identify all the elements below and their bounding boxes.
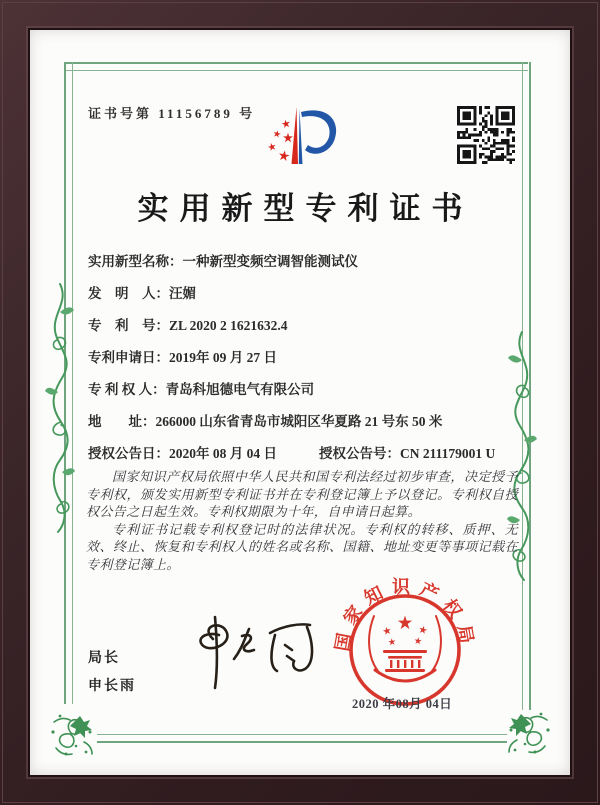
legal-paragraph-2: 专利证书记载专利权登记时的法律状况。专利权的转移、质押、无效、终止、恢复和专利权人的姓名或名称、国籍、地址变更等事项记载在专利登记簿上。	[86, 521, 518, 572]
qr-code-icon	[457, 106, 515, 164]
cnipa-logo-icon	[248, 96, 358, 181]
handwritten-signature-icon	[182, 612, 327, 704]
field-patent-number	[88, 316, 518, 336]
grant-no-value: CN 211179001 U	[400, 446, 496, 461]
field-label: 实用新型名称：	[88, 254, 183, 269]
field-list	[88, 252, 518, 476]
field-grant-row	[88, 444, 518, 464]
vine-ornament-left-icon	[44, 282, 76, 534]
svg-text:国家知识产权局	[332, 576, 478, 653]
field-value: 2019年 09 月 27 日	[169, 350, 277, 365]
seal-date: 2020 年08月 04日	[352, 697, 453, 711]
field-value: 266000 山东省青岛市城阳区华夏路 21 号东 50 米	[155, 414, 443, 429]
officer-title: 局长	[88, 649, 120, 665]
grant-date-value: 2020年 08 月 04 日	[169, 446, 277, 461]
field-inventor	[88, 284, 518, 304]
legal-text	[86, 468, 518, 574]
field-value: 一种新型变频空调智能测试仪	[182, 254, 358, 269]
field-value: 青岛科旭德电气有限公司	[165, 382, 315, 397]
officer-name: 申长雨	[88, 677, 136, 693]
spacer	[277, 444, 319, 464]
field-label: 专 利 权 人：	[88, 382, 166, 397]
field-value: 汪媚	[169, 286, 196, 301]
seal-org-text: 国家知识产权局	[331, 577, 479, 653]
grant-no-label: 授权公告号：	[319, 446, 400, 461]
field-label: 发 明 人：	[88, 286, 169, 301]
certificate-number: 证书号第 11156789 号	[88, 106, 256, 121]
grant-date-label: 授权公告日：	[88, 446, 169, 461]
field-utility-model-name	[88, 252, 518, 272]
legal-paragraph-1: 国家知识产权局依照中华人民共和国专利法经过初步审查，决定授予专利权，颁发实用新型专利证书并在专利登记簿上予以登记。专利权自授权公告之日起生效。专利权期限为十年，自申请日起算。	[86, 469, 518, 520]
field-label: 专利申请日：	[88, 350, 169, 365]
national-emblem-icon	[382, 616, 428, 673]
corner-flourish-left-icon	[46, 708, 96, 758]
field-value: ZL 2020 2 1621632.4	[169, 318, 288, 333]
officer-block	[88, 643, 136, 699]
field-patentee	[88, 380, 518, 400]
field-address	[88, 412, 518, 432]
field-label: 专 利 号：	[88, 318, 169, 333]
field-label: 地 址：	[88, 414, 156, 429]
certificate-title: 实用新型专利证书	[137, 191, 474, 226]
corner-flourish-right-icon	[505, 706, 555, 756]
field-filing-date	[88, 348, 518, 368]
